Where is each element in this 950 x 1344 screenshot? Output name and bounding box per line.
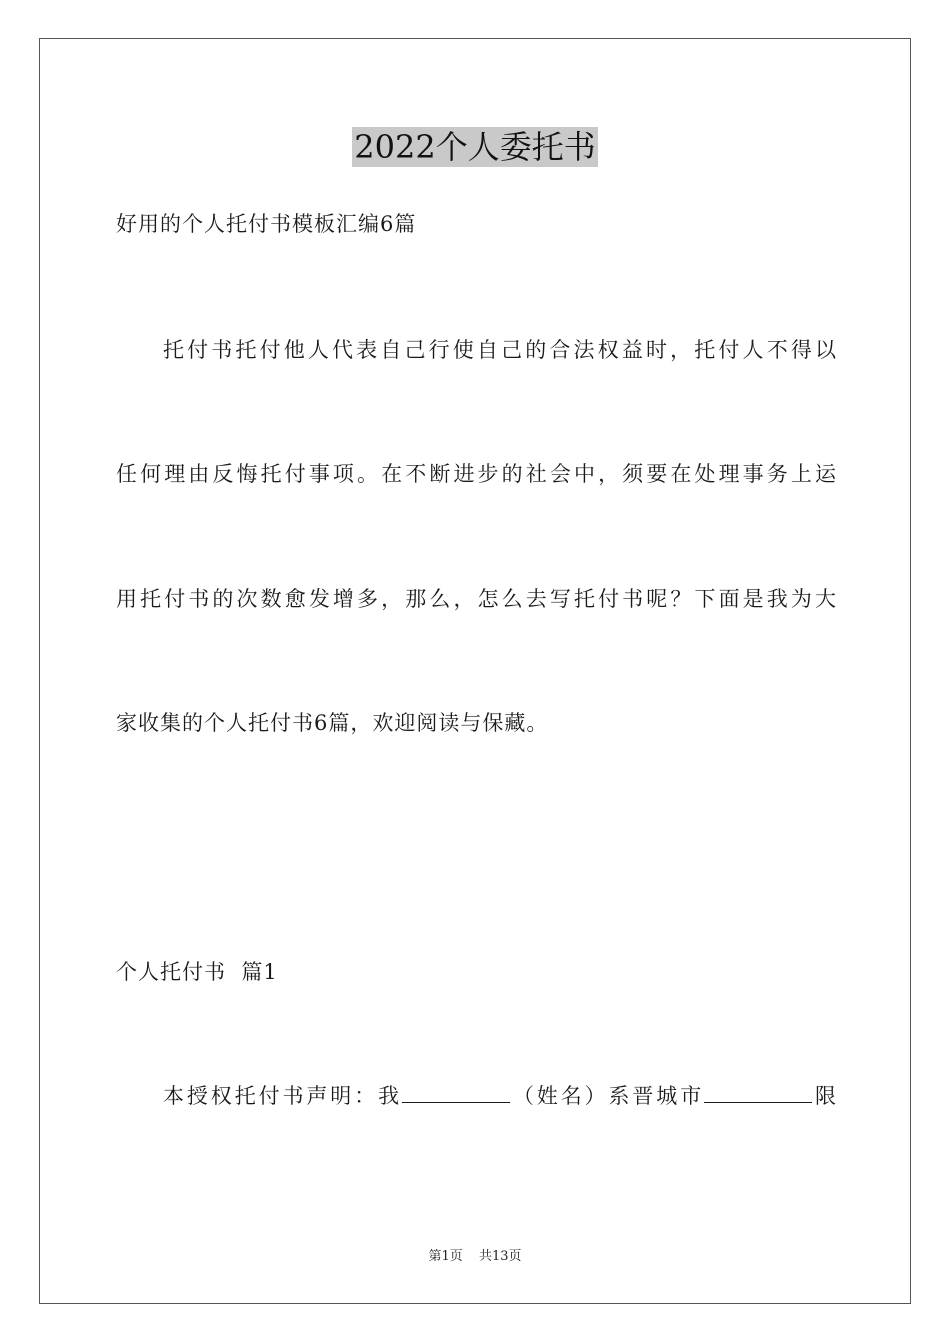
intro-line-4: 家收集的个人托付书6篇，欢迎阅读与保藏。	[116, 711, 549, 735]
company-blank-field	[704, 1082, 812, 1103]
name-blank-field	[402, 1082, 510, 1103]
intro-line-3: 用托付书的次数愈发增多，那么，怎么去写托付书呢？下面是我为大	[116, 587, 836, 611]
statement-prefix: 本授权托付书声明：我	[163, 1084, 402, 1108]
page-number: 第1页	[428, 1249, 463, 1264]
section-heading: 个人托付书 篇1	[116, 960, 278, 984]
page-footer	[0, 1248, 950, 1266]
intro-line-2: 任何理由反悔托付事项。在不断进步的社会中，须要在处理事务上运	[116, 462, 836, 486]
statement-line	[163, 1082, 836, 1110]
document-title: 2022个人委托书	[354, 128, 596, 166]
statement-suffix: 限	[812, 1084, 837, 1108]
statement-middle: （姓名）系晋城市	[510, 1084, 705, 1108]
intro-line-1: 托付书托付他人代表自己行使自己的合法权益时，托付人不得以	[163, 338, 836, 362]
title-container	[0, 127, 950, 167]
page-total: 共13页	[478, 1249, 522, 1264]
document-subtitle: 好用的个人托付书模板汇编6篇	[116, 212, 417, 236]
